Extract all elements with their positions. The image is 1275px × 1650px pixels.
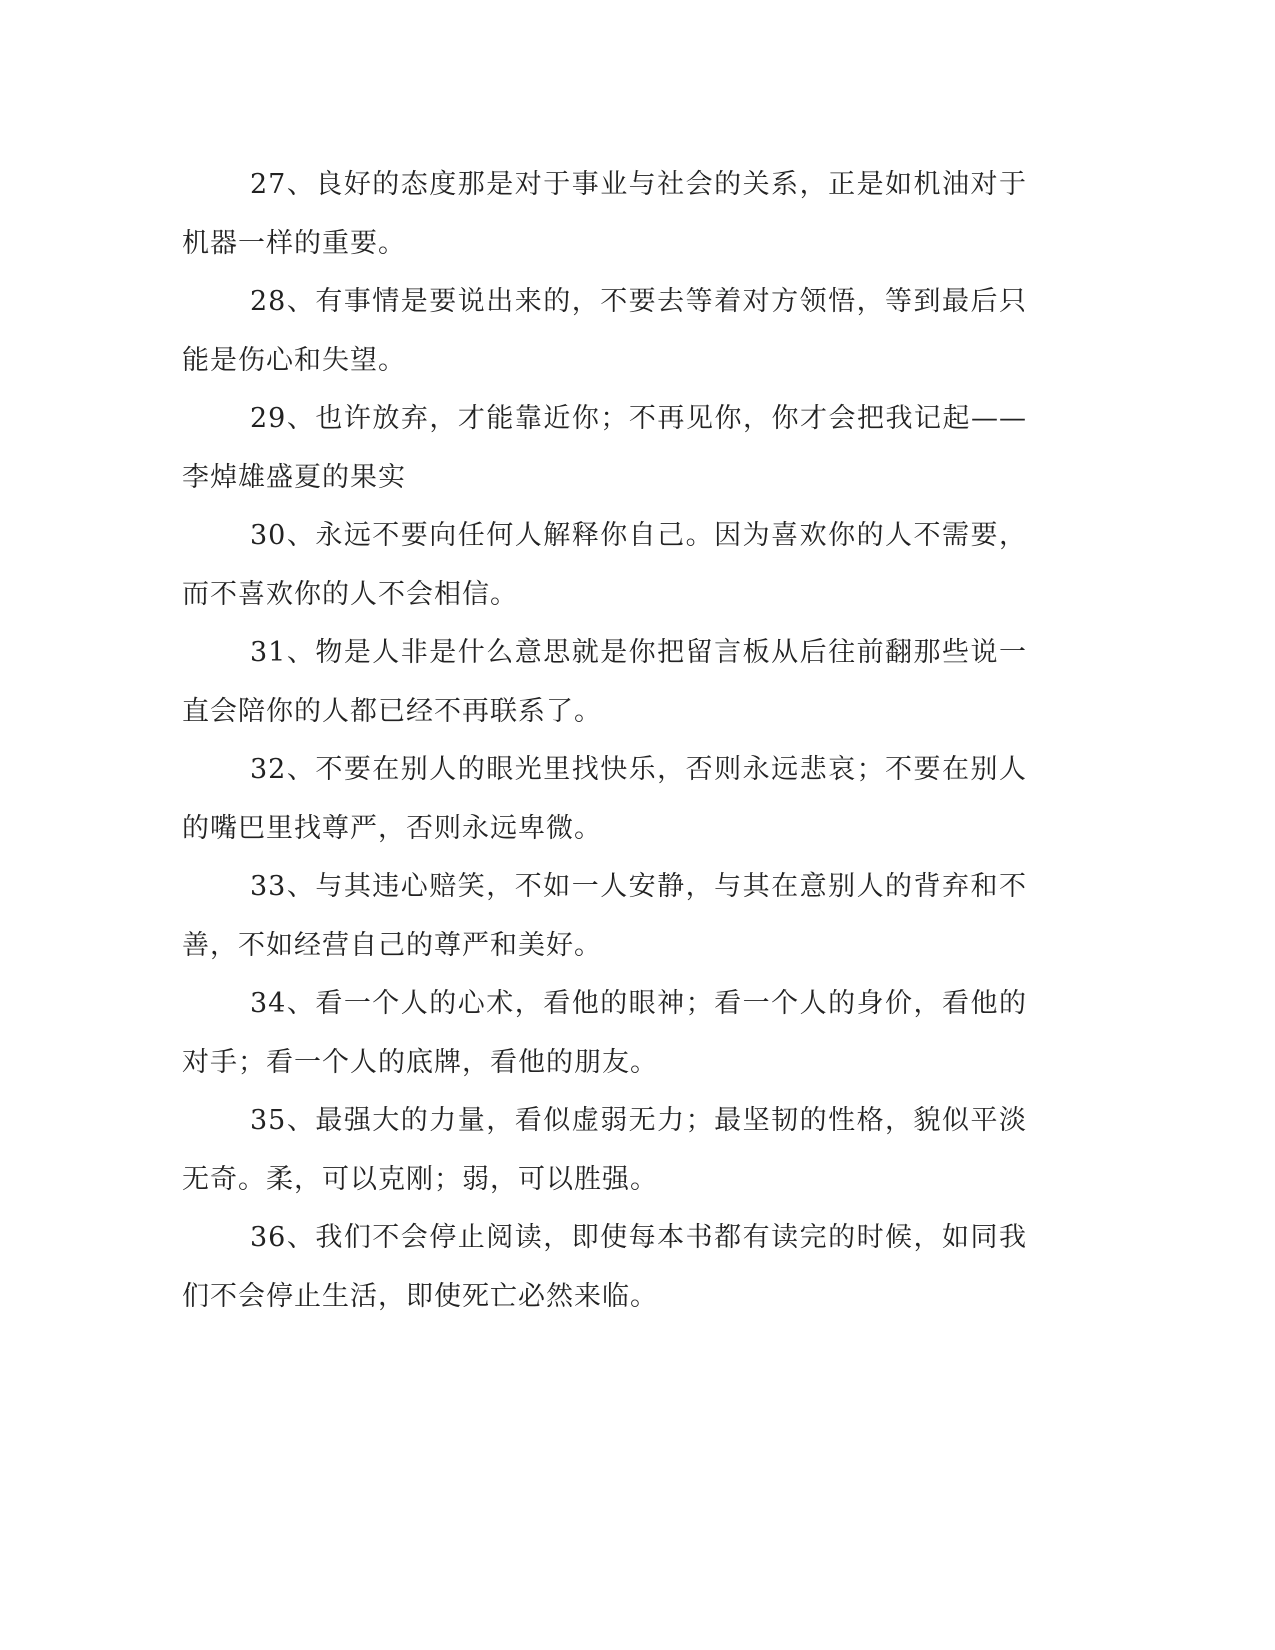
quote-paragraph: 33、与其违心赔笑，不如一人安静，与其在意别人的背弃和不善，不如经营自己的尊严和美好。 <box>182 871 1027 961</box>
quote-paragraph: 27、良好的态度那是对于事业与社会的关系，正是如机油对于机器一样的重要。 <box>182 169 1027 259</box>
quote-paragraph: 31、物是人非是什么意思就是你把留言板从后往前翻那些说一直会陪你的人都已经不再联系了。 <box>182 637 1027 727</box>
quote-paragraph: 28、有事情是要说出来的，不要去等着对方领悟，等到最后只能是伤心和失望。 <box>182 286 1027 376</box>
document-body <box>182 156 1027 1326</box>
quote-paragraph: 30、永远不要向任何人解释你自己。因为喜欢你的人不需要，而不喜欢你的人不会相信。 <box>182 520 1027 610</box>
quote-paragraph: 35、最强大的力量，看似虚弱无力；最坚韧的性格，貌似平淡无奇。柔，可以克刚；弱，可以胜强。 <box>182 1105 1027 1195</box>
quote-paragraph: 36、我们不会停止阅读，即使每本书都有读完的时候，如同我们不会停止生活，即使死亡必然来临。 <box>182 1222 1027 1312</box>
quote-paragraph: 32、不要在别人的眼光里找快乐，否则永远悲哀；不要在别人的嘴巴里找尊严，否则永远卑微。 <box>182 754 1027 844</box>
quote-paragraph: 29、也许放弃，才能靠近你；不再见你，你才会把我记起——李焯雄盛夏的果实 <box>182 403 1027 493</box>
quote-paragraph: 34、看一个人的心术，看他的眼神；看一个人的身价，看他的对手；看一个人的底牌，看他的朋友。 <box>182 988 1027 1078</box>
